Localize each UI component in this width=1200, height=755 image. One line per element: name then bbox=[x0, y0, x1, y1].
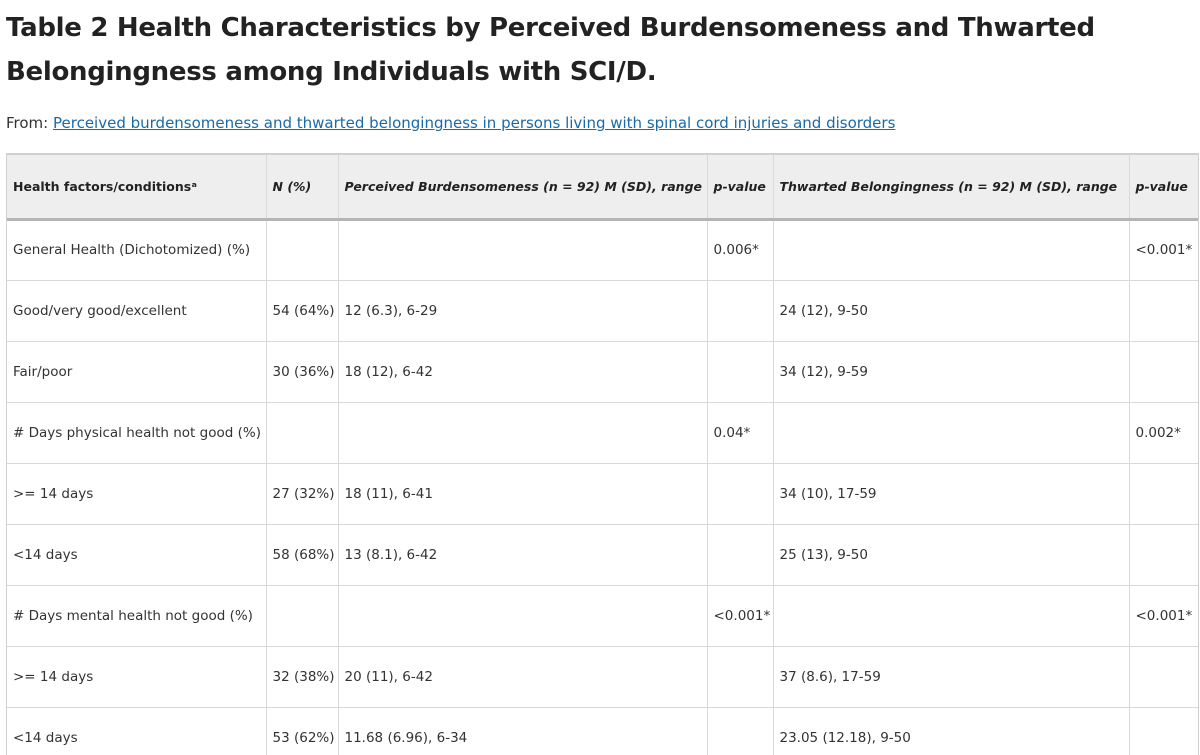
cell-tb-p-value bbox=[1129, 646, 1198, 707]
cell-pb-p-value bbox=[707, 280, 773, 341]
cell-pb-p-value: 0.04* bbox=[707, 402, 773, 463]
cell-tb-p-value bbox=[1129, 280, 1198, 341]
cell-n-percent: 53 (62%) bbox=[266, 707, 338, 755]
cell-health-factor: <14 days bbox=[7, 524, 266, 585]
cell-tb-value: 23.05 (12.18), 9-50 bbox=[773, 707, 1129, 755]
cell-pb-value: 12 (6.3), 6-29 bbox=[338, 280, 707, 341]
cell-tb-value: 25 (13), 9-50 bbox=[773, 524, 1129, 585]
table-row bbox=[7, 707, 1198, 755]
table-row bbox=[7, 402, 1198, 463]
table-row bbox=[7, 463, 1198, 524]
cell-pb-p-value: <0.001* bbox=[707, 585, 773, 646]
cell-health-factor: # Days physical health not good (%) bbox=[7, 402, 266, 463]
column-header-p-value-pb: p-value bbox=[707, 155, 773, 219]
cell-pb-p-value bbox=[707, 341, 773, 402]
column-header-p-value-tb: p-value bbox=[1129, 155, 1198, 219]
cell-n-percent: 54 (64%) bbox=[266, 280, 338, 341]
cell-pb-value: 18 (12), 6-42 bbox=[338, 341, 707, 402]
cell-tb-value bbox=[773, 402, 1129, 463]
column-header-health-factors: Health factors/conditionsᵃ bbox=[7, 155, 266, 219]
table-row bbox=[7, 341, 1198, 402]
cell-pb-p-value bbox=[707, 463, 773, 524]
table-row bbox=[7, 646, 1198, 707]
cell-pb-p-value bbox=[707, 707, 773, 755]
cell-n-percent bbox=[266, 402, 338, 463]
cell-pb-value: 18 (11), 6-41 bbox=[338, 463, 707, 524]
cell-health-factor: # Days mental health not good (%) bbox=[7, 585, 266, 646]
cell-tb-value bbox=[773, 585, 1129, 646]
cell-tb-value: 34 (10), 17-59 bbox=[773, 463, 1129, 524]
table-row bbox=[7, 524, 1198, 585]
table-row bbox=[7, 585, 1198, 646]
cell-tb-value bbox=[773, 219, 1129, 280]
cell-tb-p-value bbox=[1129, 341, 1198, 402]
cell-tb-p-value bbox=[1129, 524, 1198, 585]
cell-pb-value: 20 (11), 6-42 bbox=[338, 646, 707, 707]
table-header-row bbox=[7, 155, 1198, 219]
from-label: From: bbox=[6, 114, 49, 132]
column-header-n-percent: N (%) bbox=[266, 155, 338, 219]
cell-n-percent bbox=[266, 585, 338, 646]
column-header-perceived-burdensomeness: Perceived Burdensomeness (n = 92) M (SD), range bbox=[338, 155, 707, 219]
table-title: Table 2 Health Characteristics by Perceived Burdensomeness and Thwarted Belongingness among Individuals with SCI/D. bbox=[6, 13, 1095, 87]
cell-pb-value: 11.68 (6.96), 6-34 bbox=[338, 707, 707, 755]
data-table-container bbox=[6, 153, 1199, 755]
cell-pb-value: 13 (8.1), 6-42 bbox=[338, 524, 707, 585]
cell-n-percent bbox=[266, 219, 338, 280]
cell-n-percent: 30 (36%) bbox=[266, 341, 338, 402]
cell-tb-p-value: <0.001* bbox=[1129, 219, 1198, 280]
column-header-thwarted-belongingness: Thwarted Belongingness (n = 92) M (SD), range bbox=[773, 155, 1129, 219]
cell-tb-p-value: 0.002* bbox=[1129, 402, 1198, 463]
table-row bbox=[7, 219, 1198, 280]
cell-health-factor: >= 14 days bbox=[7, 646, 266, 707]
cell-pb-p-value bbox=[707, 646, 773, 707]
cell-pb-p-value: 0.006* bbox=[707, 219, 773, 280]
source-line bbox=[6, 112, 895, 134]
cell-tb-value: 34 (12), 9-59 bbox=[773, 341, 1129, 402]
cell-pb-value bbox=[338, 219, 707, 280]
cell-health-factor: Fair/poor bbox=[7, 341, 266, 402]
cell-tb-p-value: <0.001* bbox=[1129, 585, 1198, 646]
cell-pb-p-value bbox=[707, 524, 773, 585]
table-row bbox=[7, 280, 1198, 341]
cell-tb-value: 24 (12), 9-50 bbox=[773, 280, 1129, 341]
cell-pb-value bbox=[338, 585, 707, 646]
cell-n-percent: 32 (38%) bbox=[266, 646, 338, 707]
cell-health-factor: General Health (Dichotomized) (%) bbox=[13, 242, 251, 258]
cell-health-factor: <14 days bbox=[7, 707, 266, 755]
cell-health-factor: Good/very good/excellent bbox=[7, 280, 266, 341]
cell-n-percent: 58 (68%) bbox=[266, 524, 338, 585]
cell-health-factor: >= 14 days bbox=[7, 463, 266, 524]
cell-pb-value bbox=[338, 402, 707, 463]
cell-n-percent: 27 (32%) bbox=[266, 463, 338, 524]
source-article-link[interactable]: Perceived burdensomeness and thwarted belongingness in persons living with spinal cord injuries and disorders bbox=[53, 114, 896, 132]
cell-tb-p-value bbox=[1129, 707, 1198, 755]
cell-tb-p-value bbox=[1129, 463, 1198, 524]
cell-tb-value: 37 (8.6), 17-59 bbox=[773, 646, 1129, 707]
health-characteristics-table bbox=[7, 155, 1198, 755]
